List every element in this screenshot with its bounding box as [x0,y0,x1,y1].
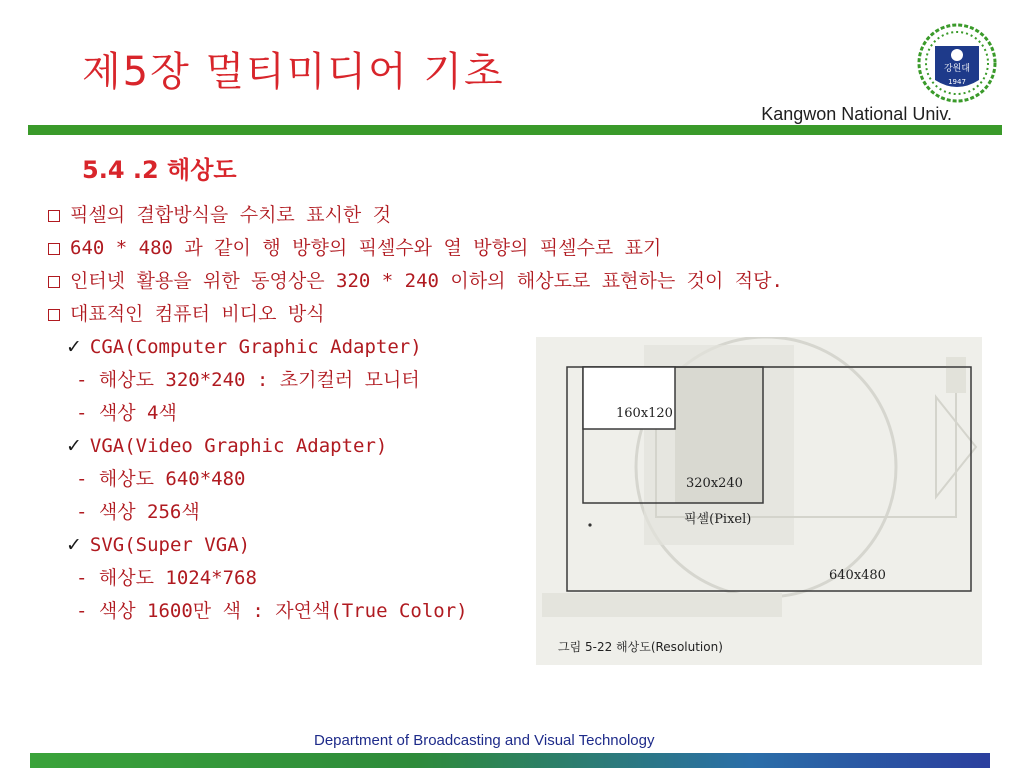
square-bullet-icon [48,210,60,222]
standard-color: - 색상 1600만 색 : 자연색(True Color) [76,600,468,622]
logo-year: 1947 [948,78,966,86]
standard-resolution: - 해상도 1024*768 [76,567,257,589]
checkmark-icon: ✓ [66,534,82,556]
label-160x120: 160x120 [616,406,673,421]
label-640x480: 640x480 [829,568,886,583]
logo-name: 강원대 [943,64,971,74]
square-bullet-icon [48,243,60,255]
square-bullet-icon [48,276,60,288]
standard-name: ✓ CGA(Computer Graphic Adapter) [66,332,422,362]
page-title: 제5장 멀티미디어 기초 [82,49,505,95]
bullet-item: 인터넷 활용을 위한 동영상은 320 * 240 이하의 해상도로 표현하는 것이 적당. [48,266,783,296]
pixel-dot [588,523,591,526]
standard-resolution: - 해상도 640*480 [76,468,246,490]
footer-bar [30,753,990,768]
checkmark-icon: ✓ [66,435,82,457]
resolution-figure [536,337,982,665]
checkmark-icon: ✓ [66,336,82,358]
standard-color: - 색상 256색 [76,501,200,523]
label-pixel: 픽셀(Pixel) [684,512,752,527]
header-divider [28,125,1002,135]
background-heading-band [542,593,782,617]
bullet-item: 픽셀의 결합방식을 수치로 표시한 것 [48,200,391,230]
footer-department: Department of Broadcasting and Visual Technology [314,732,655,749]
standard-name: ✓ SVG(Super VGA) [66,530,250,560]
bullet-item: 대표적인 컴퓨터 비디오 방식 [48,299,325,329]
figure-caption: 그림 5-22 해상도(Resolution) [558,640,723,654]
university-logo [916,22,998,104]
section-title: 5.4 .2 해상도 [82,156,237,184]
square-bullet-icon [48,309,60,321]
background-speaker [946,357,966,393]
label-320x240: 320x240 [686,476,743,491]
standard-color: - 색상 4색 [76,402,177,424]
standard-resolution: - 해상도 320*240 : 초기컬러 모니터 [76,369,420,391]
university-name: Kangwon National Univ. [761,104,952,124]
bullet-item: 640 * 480 과 같이 행 방향의 픽셀수와 열 방향의 픽셀수로 표기 [48,233,661,263]
standard-name: ✓ VGA(Video Graphic Adapter) [66,431,387,461]
